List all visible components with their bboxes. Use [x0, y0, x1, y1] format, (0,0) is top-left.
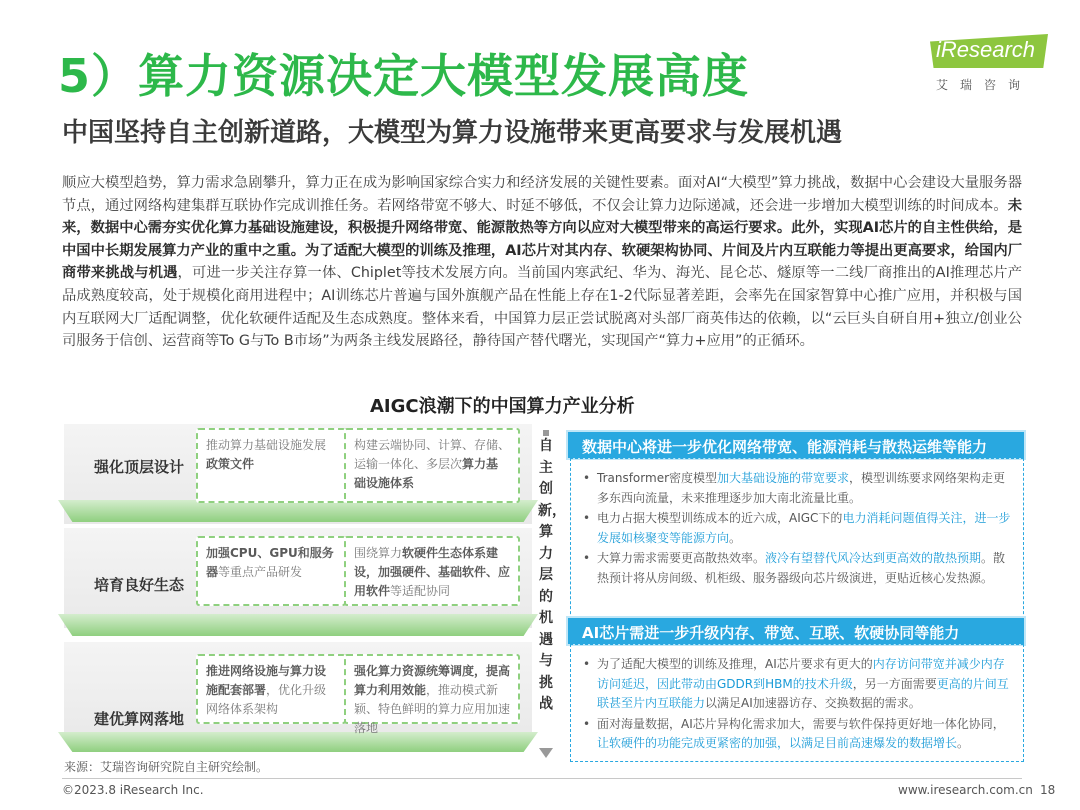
tier-box: 围绕算力软硬件生态体系建设，加强硬件、基础软件、应用软件等适配协同 [344, 536, 520, 606]
tier-box: 推动算力基础设施发展政策文件 [196, 428, 346, 503]
tier-box: 推进网络设施与算力设施配套部署，优化升级网络体系架构 [196, 654, 346, 724]
page-number: 18 [1040, 783, 1056, 797]
footer-divider [62, 778, 1022, 779]
list-item: • Transformer密度模型加大基础设施的带宽要求，模型训练要求网络架构走更多东西向流量，未来推理逐步加大南北流量比重。 [583, 469, 1013, 508]
intro-paragraph [62, 172, 1022, 353]
panel-heading: AI芯片需进一步升级内存、带宽、互联、软硬协同等能力 [566, 616, 1026, 646]
iresearch-logo [930, 34, 1050, 96]
diagram-title: AIGC浪潮下的中国算力产业分析 [370, 396, 635, 417]
logo-subtext: 艾瑞咨询 [936, 78, 1033, 92]
intro-text-bold: 未来，数据中心需夯实优化算力基础设施建设，积极提升网络带宽、能源散热等方向以应对大模型带来的高运行要求。此外，实现AI芯片的自主性供给，是中国中长期发展算力产业的重中之重。为了适配大模型的训练及推理，AI芯片对其内存、软硬架构协同、片间及片内互联能力等提出更高要求，给国内厂商带来挑战与机遇 [62, 197, 1022, 282]
tier-shelf [58, 732, 538, 752]
list-item: • 为了适配大模型的训练及推理，AI芯片要求有更大的内存访问带宽并减少内存访问延迟，因此带动由GDDR到HBM的技术升级，另一方面需要更高的片间互联甚至片内互联能力以满足AI加速器访存、交换数据的需求。 [583, 655, 1013, 714]
list-item: • 大算力需求需要更高散热效率。液冷有望替代风冷达到更高效的散热预期。散热预计将从房间级、机柜级、服务器级向芯片级演进，更贴近核心发热源。 [583, 549, 1013, 588]
website-link[interactable]: www.iresearch.com.cn [898, 783, 1033, 797]
copyright: ©2023.8 iResearch Inc. [62, 783, 204, 797]
page-subtitle: 中国坚持自主创新道路，大模型为算力设施带来更高要求与发展机遇 [62, 118, 843, 148]
panel-heading: 数据中心将进一步优化网络带宽、能源消耗与散热运维等能力 [566, 430, 1026, 460]
tier-box: 构建云端协同、计算、存储、运输一体化、多层次算力基础设施体系 [344, 428, 520, 503]
intro-text-3: ，可进一步关注存算一体、Chiplet等技术发展方向。当前国内寒武纪、华为、海光、昆仑芯、燧原等一二线厂商推出的AI推理芯片产品成熟度较高，处于规模化商用进程中；AI训练芯片普遍与国外旗舰产品在性能上存在1-2代际显著差距，会率先在国家智算中心推广应用，并积极与国内互联网大厂适配调整，优化软硬件适配及生态成熟度。整体来看，中国算力层正尝试脱离对头部厂商英伟达的依赖，以“云巨头自研自用+独立/创业公司服务于信创、运营商等To G与To B市场”为两条主线发展路径，静待国产替代曙光，实现国产“算力+应用”的正循环。 [62, 265, 1023, 350]
tier-box: 加强CPU、GPU和服务器等重点产品研发 [196, 536, 346, 606]
source-note: 来源：艾瑞咨询研究院自主研究绘制。 [64, 760, 269, 774]
page-title: 5）算力资源决定大模型发展高度 [58, 49, 750, 103]
tier-shelf [58, 500, 538, 522]
panel-body [570, 458, 1024, 624]
tier-label-network: 建优算网落地 [94, 710, 185, 728]
arrow-down-icon [539, 748, 553, 758]
tier-label-ecosystem: 培育良好生态 [94, 576, 185, 594]
vertical-arrow [534, 430, 566, 760]
arrow-caption: 自主创新，算力层的机遇与挑战 [538, 438, 566, 712]
panel-body [570, 644, 1024, 762]
list-item: • 电力占据大模型训练成本的近六成，AIGC下的电力消耗问题值得关注，进一步发展如核聚变等能源方向。 [583, 509, 1013, 548]
logo-brand: iResearch [936, 37, 1036, 62]
tier-shelf [58, 614, 538, 636]
tier-box: 强化算力资源统筹调度，提高算力利用效能，推动模式新颖、特色鲜明的算力应用加速落地 [344, 654, 520, 724]
intro-text-1: 顺应大模型趋势，算力需求急剧攀升，算力正在成为影响国家综合实力和经济发展的关键性要素。面对AI“大模型”算力挑战，数据中心会建设大量服务器节点，通过网络构建集群互联协作完成训推任务。若网络带宽不够大、时延不够低，不仅会让算力边际递减，还会进一步增加大模型训练的时间成本。 [62, 175, 1022, 214]
tier-label-top-design: 强化顶层设计 [94, 458, 185, 476]
list-item: • 面对海量数据，AI芯片异构化需求加大，需要与软件保持更好地一体化协同，让软硬件的功能完成更紧密的加强，以满足目前高速爆发的数据增长。 [583, 715, 1013, 754]
